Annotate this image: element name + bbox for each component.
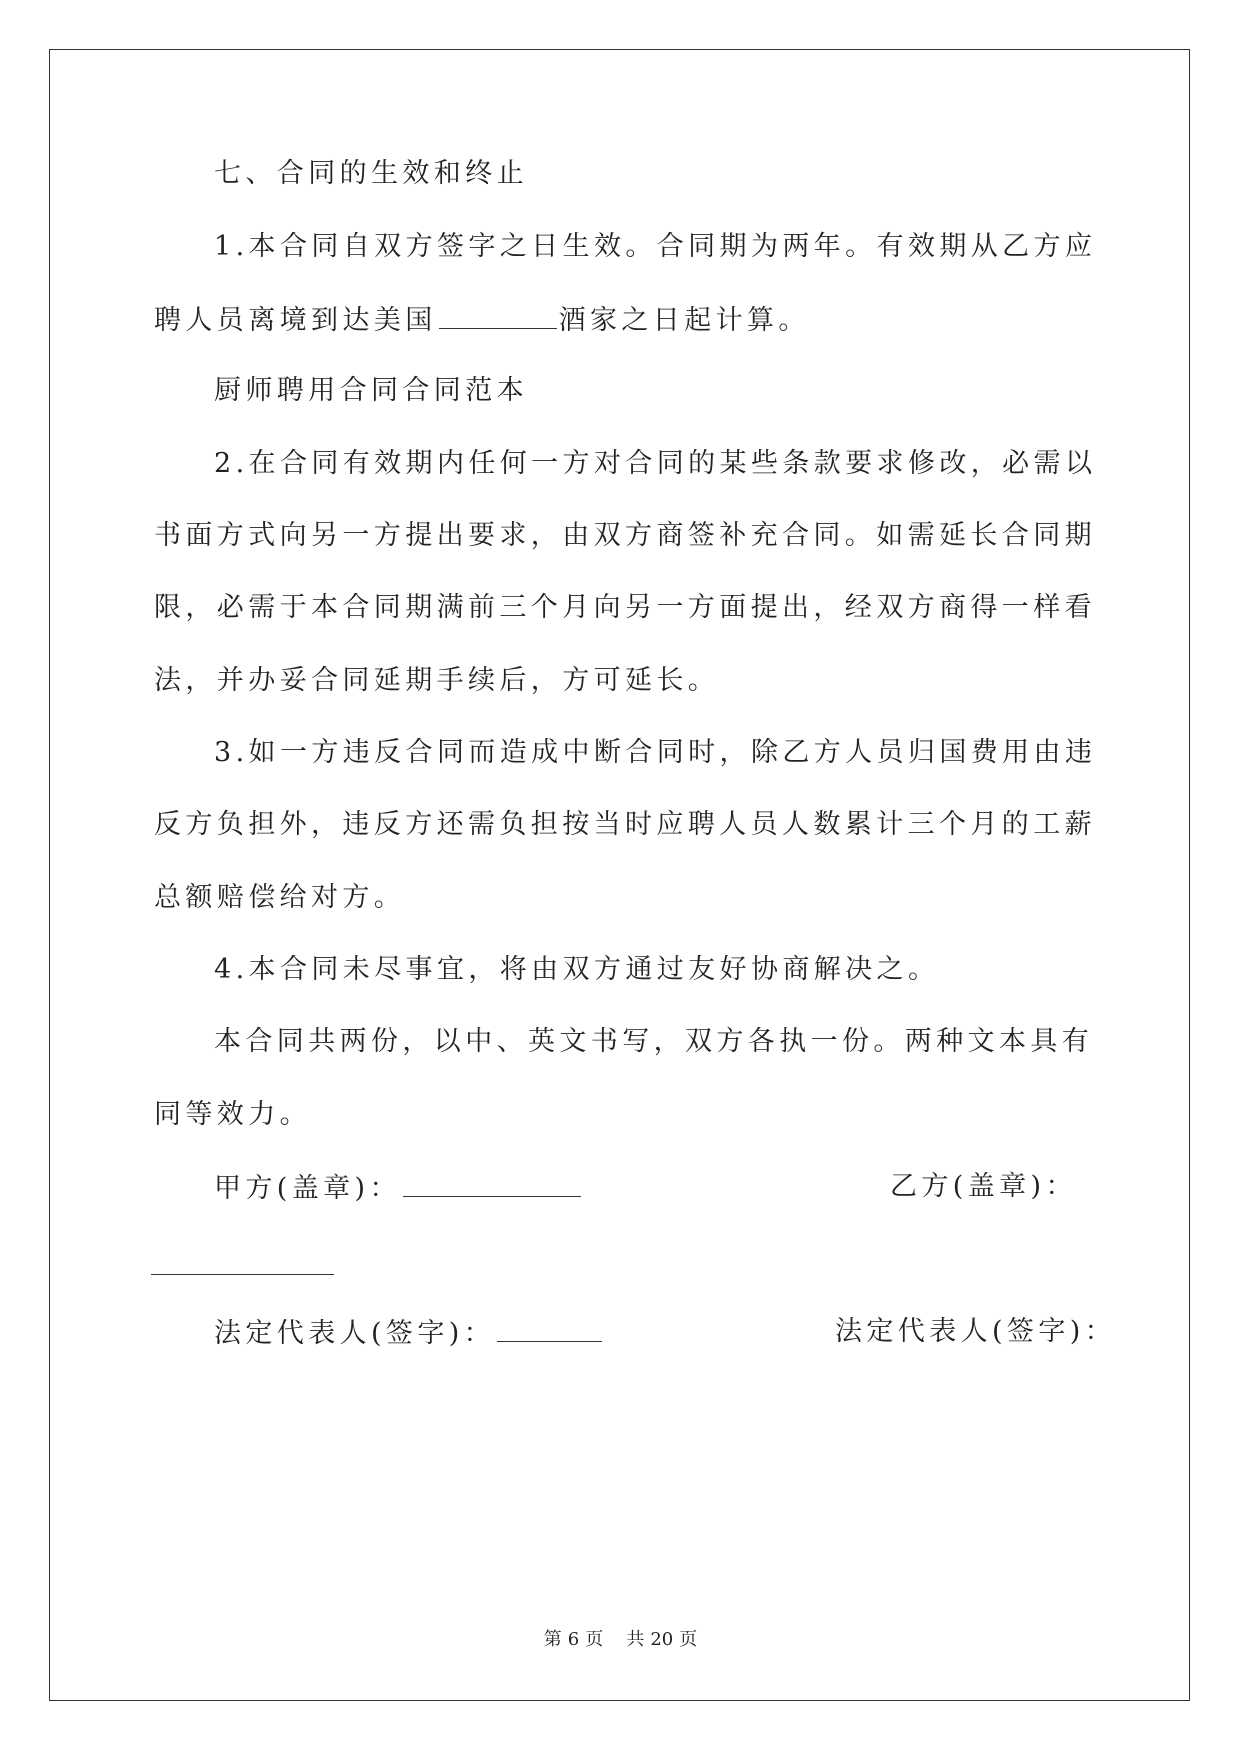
clause-3-line-3: 总额赔偿给对方。 [154,882,406,913]
party-a-seal-blank [403,1170,581,1197]
page-border [49,49,1190,1701]
party-b-seal-label: 乙方(盖章)： [890,1171,1077,1202]
party-a-seal [214,1170,583,1206]
doc-title: 厨师聘用合同合同范本 [214,375,528,406]
footer-total-label: 共 [626,1629,645,1650]
footer-page-num: 6 [567,1629,580,1650]
party-a-seal-label: 甲方(盖章)： [214,1173,401,1204]
clause-1-line-2-after: 酒家之日起计算。 [558,305,810,336]
party-a-rep-label: 法定代表人(签字)： [214,1318,496,1349]
clause-4: 4.本合同未尽事宜，将由双方通过友好协商解决之。 [214,954,940,985]
footer-total-unit: 页 [679,1629,698,1650]
clause-2-line-2: 书面方式向另一方提出要求，由双方商签补充合同。如需延长合同期 [154,520,1096,551]
party-b-rep-label: 法定代表人(签字)： [835,1316,1117,1347]
party-a-rep-blank [497,1315,602,1342]
footer-total-num: 20 [650,1629,674,1650]
section-title: 七、合同的生效和终止 [214,158,528,189]
footer-page-label: 第 [543,1629,562,1650]
page-footer [0,1628,1241,1652]
footer-page-unit: 页 [585,1629,604,1650]
party-b-seal-blank [151,1274,334,1275]
copies-line-2: 同等效力。 [154,1099,311,1130]
clause-1-line-2-before: 聘人员离境到达美国 [154,305,437,336]
hotel-name-blank [439,302,557,329]
clause-2-line-3: 限，必需于本合同期满前三个月向另一方面提出，经双方商得一样看 [154,592,1096,623]
clause-1-line-1: 1.本合同自双方签字之日生效。合同期为两年。有效期从乙方应 [214,231,1097,262]
clause-2-line-1: 2.在合同有效期内任何一方对合同的某些条款要求修改，必需以 [214,448,1097,479]
clause-3-line-1: 3.如一方违反合同而造成中断合同时，除乙方人员归国费用由违 [214,737,1097,768]
clause-3-line-2: 反方负担外，违反方还需负担按当时应聘人员人数累计三个月的工薪 [154,809,1096,840]
party-a-rep [214,1315,604,1351]
copies-line-1: 本合同共两份，以中、英文书写，双方各执一份。两种文本具有 [214,1026,1094,1057]
clause-2-line-4: 法，并办妥合同延期手续后，方可延长。 [154,665,720,696]
clause-1-line-2 [154,302,810,338]
